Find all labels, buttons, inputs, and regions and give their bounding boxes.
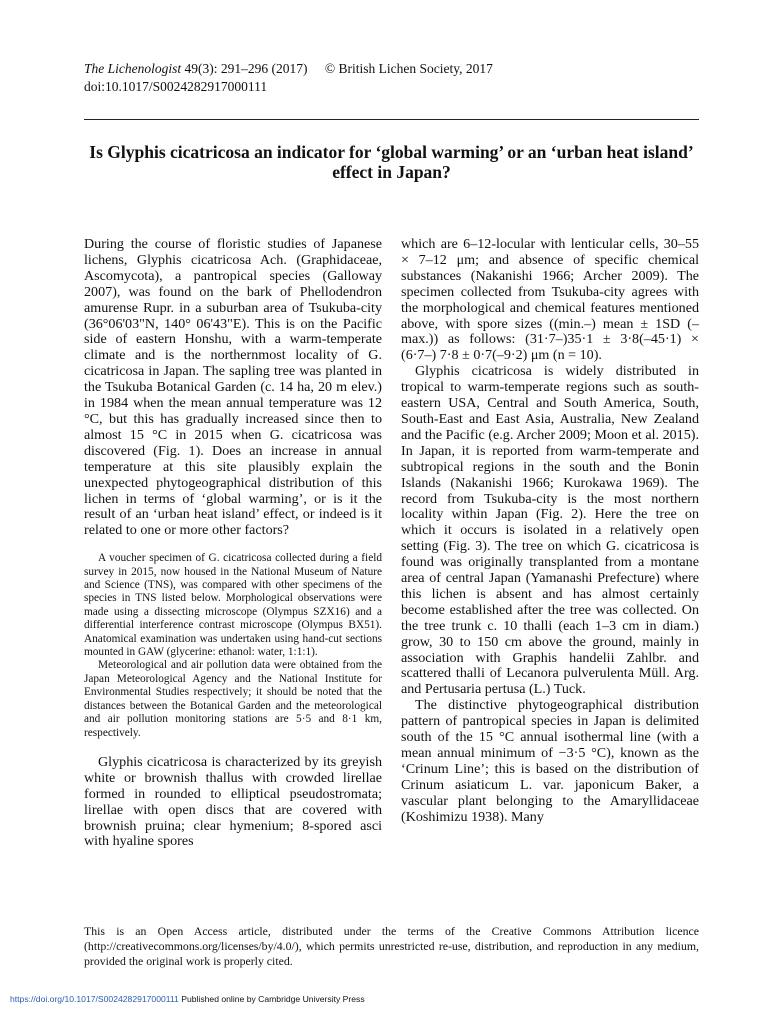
description-continued-paragraph: which are 6–12-locular with lenticular cells, 30–55 × 7–12 μm; and absence of specific chemical substances (Nakanishi 1966; Archer 2009). The specimen collected from Tsukuba-city agrees with the morphological and chemical features mentioned above, with spore sizes ((min.–) mean ± 1SD (–max.)) as follows: (31·7–)35·1 ± 3·8(–45·1) × (6·7–) 7·8 ± 0·7(–9·2) μm (n = 10).	[401, 236, 699, 364]
intro-paragraph: During the course of floristic studies of Japanese lichens, Glyphis cicatricosa Ach. (Graphidaceae, Ascomycota), a pantropical species (Galloway 2007), was found on the bark of Phellodendron amurense Rupr. in a suburban area of Tsukuba-city (36°06'03"N, 140° 06'43"E). This is on the Pacific side of eastern Honshu, with a warm-temperate climate and is the northernmost locality of G. cicatricosa in Japan. The sapling tree was planted in the Tsukuba Botanical Garden (c. 14 ha, 20 m elev.) in 1984 when the mean annual temperature was 12 °C, but this has gradually increased since then to almost 15 °C in 2015 when G. cicatricosa was discovered (Fig. 1). Does an increase in annual temperature at this site plausibly explain the unexpected phytogeographical distribution of this lichen in terms of ‘global warming’, or is it the result of an ‘urban heat island’ effect, or indeed is it related to one or more other factors?	[84, 236, 382, 539]
copyright-notice: © British Lichen Society, 2017	[324, 61, 493, 76]
page-footer	[10, 994, 365, 1004]
left-column	[84, 237, 382, 850]
published-online-note: Published online by Cambridge University Press	[181, 994, 365, 1004]
journal-citation: 49(3): 291–296 (2017)	[184, 61, 308, 76]
header-divider	[84, 119, 699, 120]
article-header	[84, 60, 493, 96]
right-column	[401, 237, 699, 826]
article-title: Is Glyphis cicatricosa an indicator for ‘global warming’ or an ‘urban heat island’ effect in Japan?	[89, 142, 694, 182]
methods-paragraph-voucher: A voucher specimen of G. cicatricosa collected during a field survey in 2015, now housed in the National Museum of Nature and Science (TNS), was compared with other specimens of the species in TNS listed below. Morphological observations were made using a dissecting microscope (Olympus SZX16) and a differential interference contrast microscope (Olympus BX51). Anatomical examination was undertaken using hand-cut sections mounted in GAW (glycerine: ethanol: water, 1:1:1).	[84, 552, 382, 659]
open-access-footnote: This is an Open Access article, distributed under the terms of the Creative Commons Attribution licence (http://creativecommons.org/licenses/by/4.0/), which permits unrestricted re-use, distribution, and reproduction in any medium, provided the original work is properly cited.	[84, 924, 699, 968]
doi-link[interactable]: https://doi.org/10.1017/S0024282917000111	[10, 994, 179, 1004]
distribution-paragraph: Glyphis cicatricosa is widely distributed in tropical to warm-temperate regions such as south-eastern USA, Central and South America, South, South-East and East Asia, Australia, New Zealand and the Pacific (e.g. Archer 2009; Moon et al. 2015). In Japan, it is reported from warm-temperate and subtropical regions in the south and the Bonin Islands (Nakanishi 1966; Kurokawa 1969). The record from Tsukuba-city is the most northern locality within Japan (Fig. 2). Here the tree on which it occurs is isolated in a relatively open setting (Fig. 3). The tree on which G. cicatricosa is found was originally transplanted from a montane area of central Japan (Yamanashi Prefecture) where this lichen is absent and has almost certainly become established after the tree was collected. On the tree trunk c. 10 thalli (each 1–3 cm in diam.) grow, 30 to 150 cm above the ground, mainly in association with Graphis handelii Zahlbr. and scattered thalli of Lecanora pulverulenta Müll. Arg. and Pertusaria pertusa (L.) Tuck.	[401, 363, 699, 698]
description-paragraph: Glyphis cicatricosa is characterized by its greyish white or brownish thallus with crowded lirellae formed in rounded to elliptical pseudostromata; lirellae with open discs that are covered with brownish pruina; clear hymenium; 8-spored asci with hyaline spores	[84, 753, 382, 850]
article-doi: doi:10.1017/S0024282917000111	[84, 79, 268, 94]
methods-paragraph-meteorology: Meteorological and air pollution data were obtained from the Japan Meteorological Agency and the National Institute for Environmental Studies respectively; it should be noted that the distances between the Botanical Garden and the meteorological and air pollution monitoring stations are 5·5 and 8·1 km, respectively.	[84, 659, 382, 739]
journal-name: The Lichenologist	[84, 61, 182, 76]
phytogeography-paragraph: The distinctive phytogeographical distribution pattern of pantropical species in Japan is delimited south of the 15 °C annual isothermal line (with a mean annual minimum of −3·5 °C), known as the ‘Crinum Line’; this is based on the distribution of Crinum asiaticum L. var. japonicum Baker, a vascular plant belonging to the Amaryllidaceae (Koshimizu 1938). Many	[401, 697, 699, 825]
